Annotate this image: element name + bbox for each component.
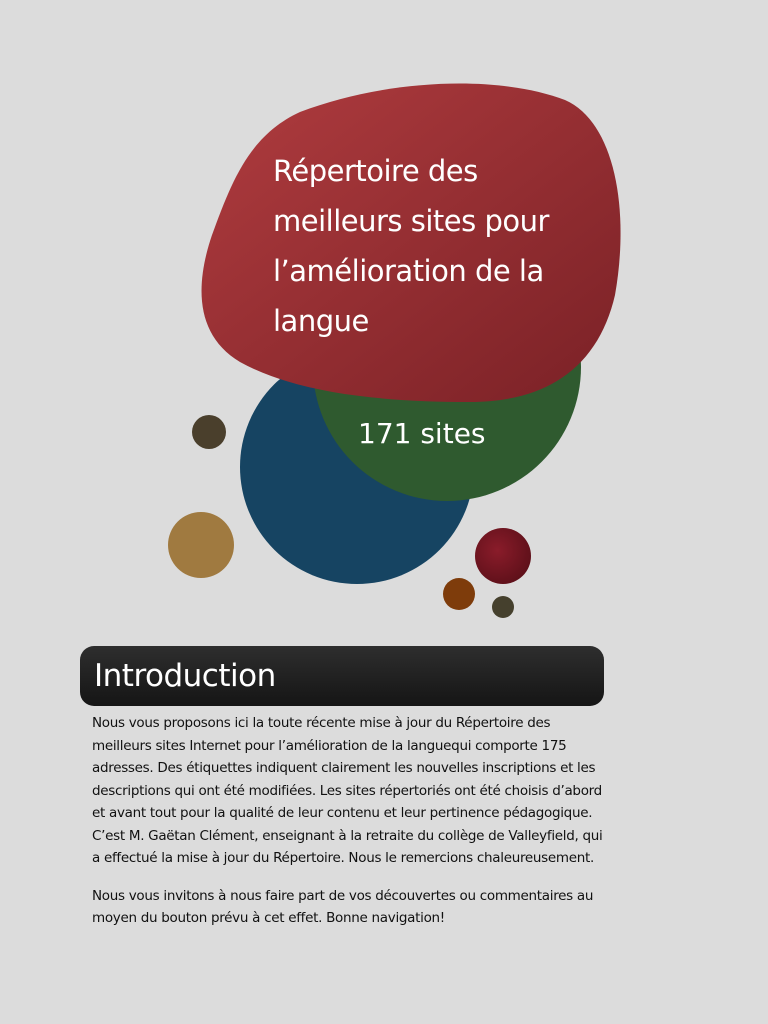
cover-title-line: meilleurs sites pour bbox=[273, 204, 549, 238]
cover-title-line: Répertoire des bbox=[273, 154, 478, 188]
introduction-paragraph bbox=[92, 712, 682, 870]
paragraph-line: meilleurs sites Internet pour l’amélioration de la languequi comporte 175 bbox=[92, 737, 567, 754]
paragraph-line: a effectué la mise à jour du Répertoire. Nous le remercions chaleureusement. bbox=[92, 850, 595, 866]
cover-title bbox=[273, 146, 593, 346]
paragraph-line: moyen du bouton prévu à cet effet. Bonne navigation! bbox=[92, 910, 445, 926]
small-olive-dot bbox=[492, 596, 514, 618]
paragraph-line: et avant tout pour la qualité de leur contenu et leur pertinence pédagogique. bbox=[92, 805, 593, 821]
orange-brown-dot bbox=[443, 578, 475, 610]
maroon-dot bbox=[475, 528, 531, 584]
invitation-paragraph bbox=[92, 885, 682, 930]
paragraph-line: adresses. Des étiquettes indiquent clairement les nouvelles inscriptions et les bbox=[92, 760, 596, 776]
paragraph-line: descriptions qui ont été modifiées. Les sites répertoriés ont été choisis d’abord bbox=[92, 782, 602, 799]
paragraph-line: Nous vous proposons ici la toute récente mise à jour du Répertoire des bbox=[92, 715, 551, 731]
paragraph-line: C’est M. Gaëtan Clément, enseignant à la retraite du collège de Valleyfield, qui bbox=[92, 827, 603, 844]
tan-dot bbox=[168, 512, 234, 578]
cover-title-line: l’amélioration de la bbox=[273, 254, 544, 288]
introduction-heading: Introduction bbox=[94, 658, 276, 694]
dark-olive-dot bbox=[192, 415, 226, 449]
introduction-header-bar bbox=[80, 646, 604, 706]
paragraph-line: Nous vous invitons à nous faire part de vos découvertes ou commentaires au bbox=[92, 887, 594, 904]
introduction-body bbox=[92, 712, 682, 930]
site-count: 171 sites bbox=[358, 417, 486, 450]
cover-title-line: langue bbox=[273, 304, 369, 338]
